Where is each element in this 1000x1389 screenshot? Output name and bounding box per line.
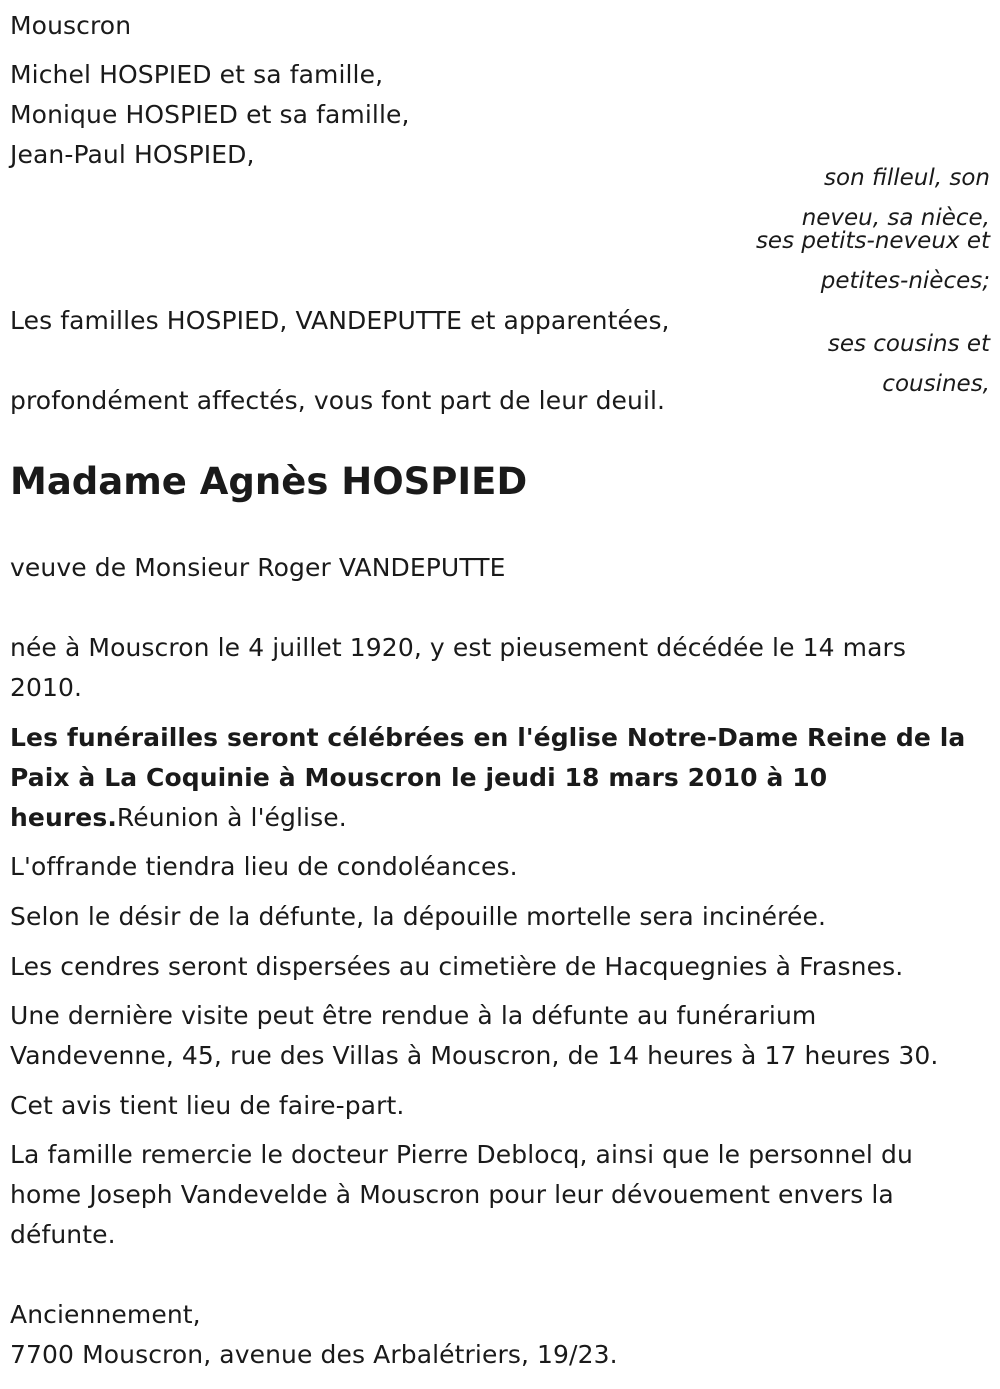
funeral-line-1: Les funérailles seront célébrées en l'église Notre-Dame Reine de la xyxy=(10,723,966,752)
deceased-name: Madame Agnès HOSPIED xyxy=(10,460,528,503)
relation-2b: petites-nièces; xyxy=(820,268,990,294)
address-label: Anciennement, xyxy=(10,1300,201,1329)
birth-line-1: née à Mouscron le 4 juillet 1920, y est pieusement décédée le 14 mars xyxy=(10,633,907,662)
family-line-2: Monique HOSPIED et sa famille, xyxy=(10,100,410,129)
relation-1b: neveu, sa nièce, xyxy=(801,205,990,231)
visit-line-1: Une dernière visite peut être rendue à la défunte au funérarium xyxy=(10,1001,817,1030)
location-header: Mouscron xyxy=(10,11,132,40)
ashes-note: Les cendres seront dispersées au cimetière de Hacquegnies à Frasnes. xyxy=(10,952,904,981)
relation-1a: son filleul, son xyxy=(824,165,990,191)
thanks-line-2: home Joseph Vandevelde à Mouscron pour leur dévouement envers la xyxy=(10,1180,894,1209)
thanks-line-1: La famille remercie le docteur Pierre Deblocq, ainsi que le personnel du xyxy=(10,1140,913,1169)
notice-note: Cet avis tient lieu de faire-part. xyxy=(10,1091,405,1120)
address-line: 7700 Mouscron, avenue des Arbalétriers, 19/23. xyxy=(10,1340,618,1369)
family-line-3: Jean-Paul HOSPIED, xyxy=(10,140,255,169)
relation-3b: cousines, xyxy=(882,371,990,397)
thanks-line-3: défunte. xyxy=(10,1220,116,1249)
widow-line: veuve de Monsieur Roger VANDEPUTTE xyxy=(10,553,506,582)
funeral-line-2: Paix à La Coquinie à Mouscron le jeudi 18 mars 2010 à 10 xyxy=(10,763,828,792)
family-line-5: profondément affectés, vous font part de leur deuil. xyxy=(10,386,666,415)
funeral-line-3 xyxy=(10,798,347,838)
relation-2a: ses petits-neveux et xyxy=(755,228,990,254)
family-line-4: Les familles HOSPIED, VANDEPUTTE et apparentées, xyxy=(10,306,670,335)
birth-line-2: 2010. xyxy=(10,673,83,702)
visit-line-2: Vandevenne, 45, rue des Villas à Mouscron, de 14 heures à 17 heures 30. xyxy=(10,1041,939,1070)
funeral-meeting: Réunion à l'église. xyxy=(116,803,347,832)
relation-3a: ses cousins et xyxy=(827,331,990,357)
offering-note: L'offrande tiendra lieu de condoléances. xyxy=(10,852,518,881)
funeral-hours: heures. xyxy=(10,803,117,832)
cremation-note: Selon le désir de la défunte, la dépouille mortelle sera incinérée. xyxy=(10,902,826,931)
family-line-1: Michel HOSPIED et sa famille, xyxy=(10,60,384,89)
